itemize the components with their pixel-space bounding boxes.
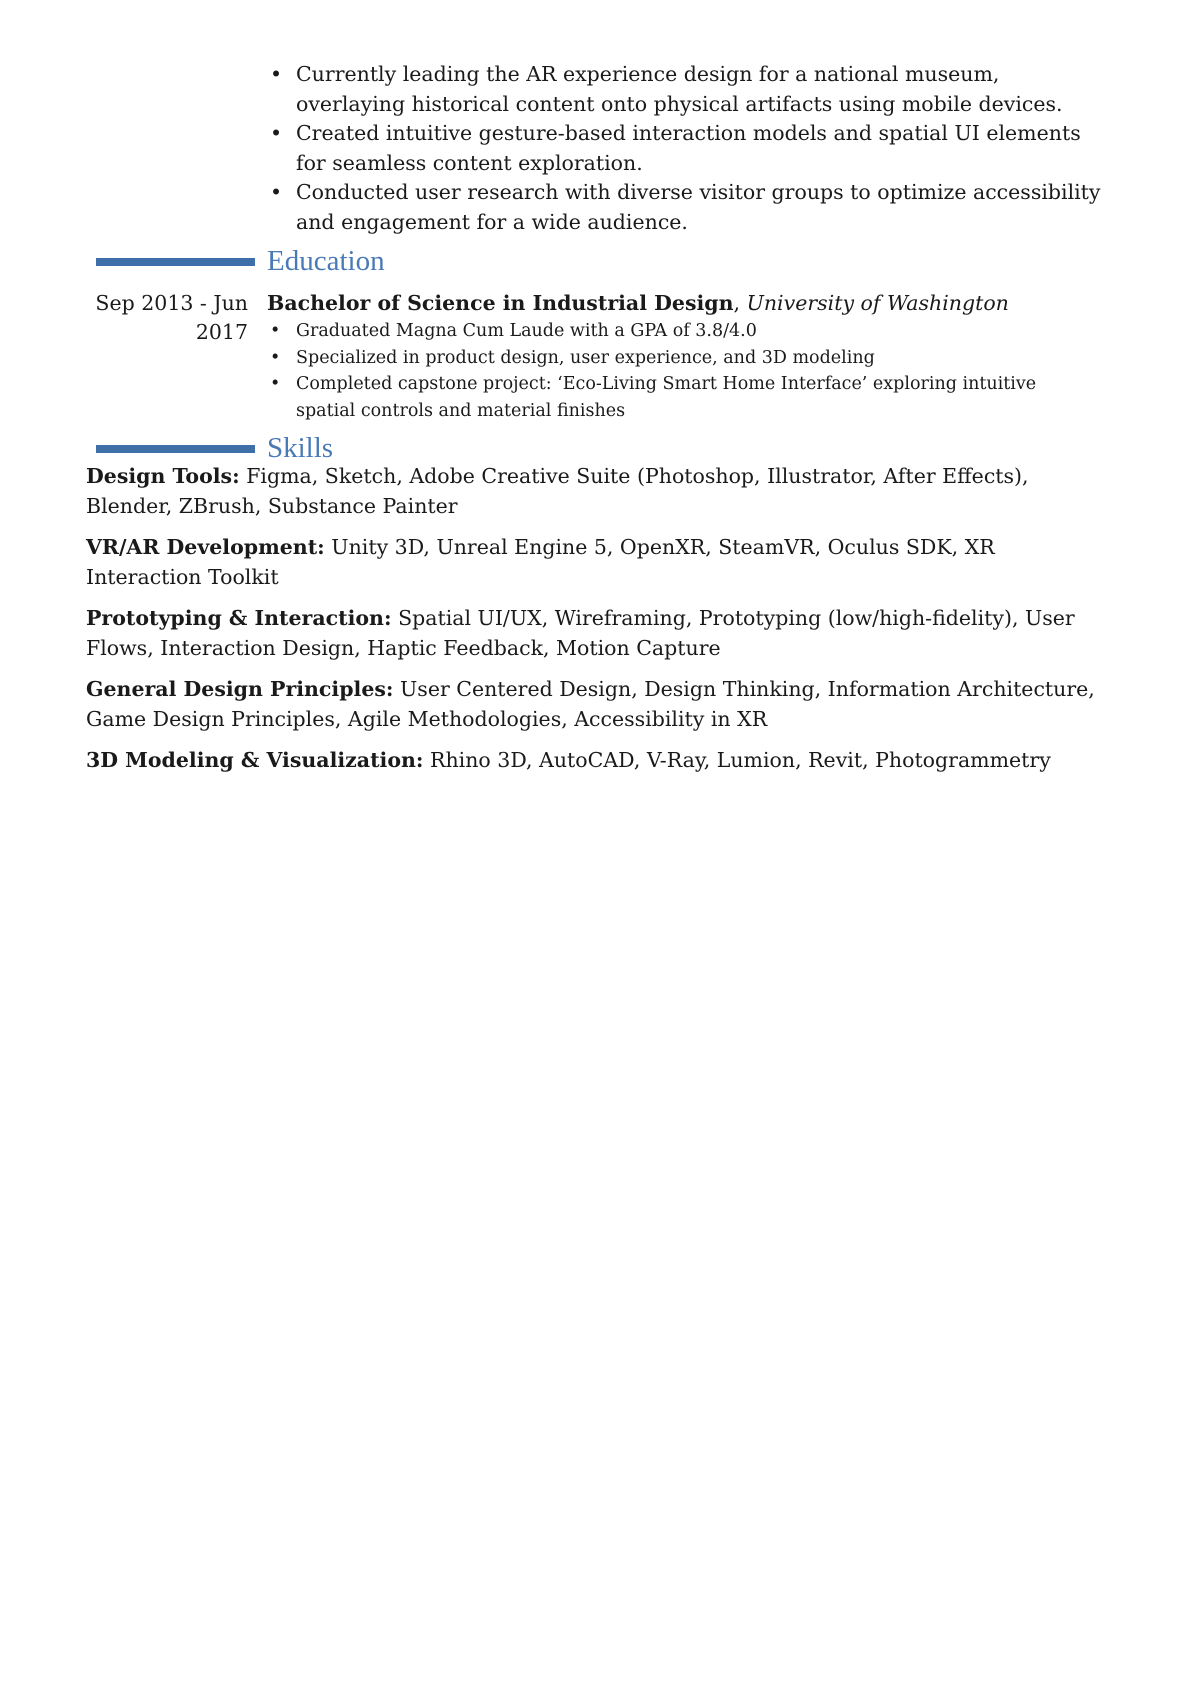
skill-label: VR/AR Development: (86, 535, 325, 559)
skill-row (86, 462, 1106, 521)
education-title (267, 289, 1009, 318)
education-header (0, 243, 1190, 283)
section-rule (96, 445, 255, 453)
skill-value: Spatial UI/UX, Wireframing, Prototyping (low/high-fidelity), User Flows, Interaction Design, Haptic Feedback, Motion Capture (86, 606, 1075, 660)
skill-row (86, 604, 1106, 663)
experience-bullet: • Currently leading the AR experience design for a national museum, overlaying historical content onto physical artifacts using mobile devices. (267, 60, 1102, 119)
education-degree: Bachelor of Science in Industrial Design (267, 291, 734, 315)
skills-list (86, 462, 1106, 788)
education-bullet: • Graduated Magna Cum Laude with a GPA of 3.8/4.0 (267, 318, 1097, 345)
education-separator: , (733, 291, 741, 315)
education-bullet: • Completed capstone project: ‘Eco-Living Smart Home Interface’ exploring intuitive spatial controls and material finishes (267, 371, 1097, 424)
section-rule (96, 258, 255, 266)
skill-label: General Design Principles: (86, 677, 394, 701)
education-date: Sep 2013 - Jun 2017 (95, 291, 248, 344)
section-title-education: Education (267, 245, 385, 277)
skill-value: User Centered Design, Design Thinking, Information Architecture, Game Design Principles, Agile Methodologies, Accessibility in XR (86, 677, 1095, 731)
skill-value: Figma, Sketch, Adobe Creative Suite (Photoshop, Illustrator, After Effects), Blender, ZBrush, Substance Painter (86, 464, 1029, 518)
education-bullet: • Specialized in product design, user experience, and 3D modeling (267, 345, 1097, 372)
skill-label: 3D Modeling & Visualization: (86, 748, 424, 772)
skill-value: Rhino 3D, AutoCAD, V-Ray, Lumion, Revit, Photogrammetry (430, 748, 1051, 772)
experience-bullets (267, 60, 1102, 237)
skill-label: Design Tools: (86, 464, 240, 488)
skill-row (86, 746, 1106, 776)
skill-value: Unity 3D, Unreal Engine 5, OpenXR, SteamVR, Oculus SDK, XR Interaction Toolkit (86, 535, 995, 589)
education-institution: University of Washington (746, 291, 1009, 315)
education-bullets (267, 318, 1097, 424)
skill-row (86, 675, 1106, 734)
experience-bullet: • Created intuitive gesture-based interaction models and spatial UI elements for seamless content exploration. (267, 119, 1102, 178)
skill-label: Prototyping & Interaction: (86, 606, 392, 630)
section-title-skills: Skills (267, 432, 334, 464)
skill-row (86, 533, 1106, 592)
experience-bullet: • Conducted user research with diverse visitor groups to optimize accessibility and engagement for a wide audience. (267, 178, 1102, 237)
